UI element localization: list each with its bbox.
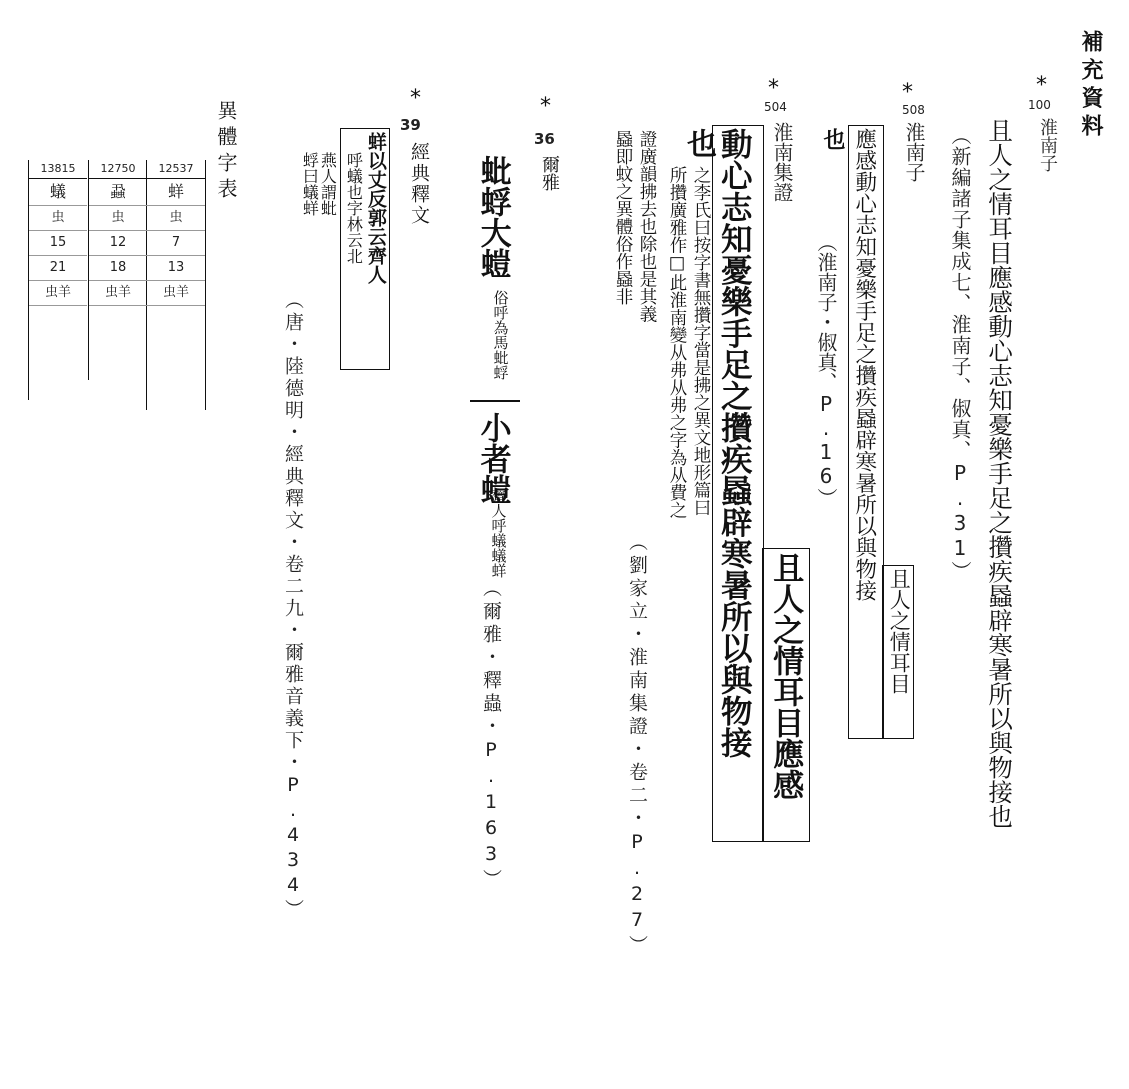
section-39-line-1b: 呼蟻也字林云北 (344, 152, 364, 264)
variant-total: 18 (89, 256, 147, 281)
section-504-note-2: 所攢廣雅作□此淮南變从弗从弗之字為从費之 (667, 166, 687, 519)
variant-strokes: 12 (89, 231, 147, 256)
section-100-mark: * (1036, 73, 1047, 98)
variant-id: 12537 (158, 162, 194, 175)
section-39-line-2b: 蜉曰蟻蛘 (300, 152, 320, 216)
section-36-line-1: 蚍蜉大螘 (474, 155, 511, 279)
section-36-number: 36 (534, 130, 555, 148)
section-36-underline (470, 400, 520, 402)
section-504-citation: （劉家立・淮南集證・卷二・P.27） (626, 532, 648, 958)
section-39-line-1: 蛘以丈反郭云齊人 (364, 132, 387, 284)
section-504-large-text-2: 動心志知憂樂手足之攢疾蟁辟寒暑所以與物接 (716, 128, 754, 758)
variant-strokes: 15 (29, 231, 87, 256)
variant-radical: 虫 (89, 206, 147, 231)
section-508-mark: * (902, 80, 913, 105)
variant-char: 蛘 (147, 178, 205, 206)
variant-ref: 虫羊 (89, 281, 147, 306)
section-508-citation: （淮南子・俶真、P.16） (814, 232, 838, 508)
variant-ref: 虫羊 (147, 281, 205, 306)
section-100-citation: （新編諸子集成七、淮南子、俶真、P.31） (948, 125, 972, 582)
section-508-tail: 也 (820, 128, 846, 150)
section-508-boxed-text-2: 應感動心志知憂樂手足之攢疾蟁辟寒暑所以與物接 (851, 128, 877, 601)
variant-char: 蟻 (29, 178, 87, 206)
section-39-number: 39 (400, 116, 421, 134)
section-504-note-4: 蟁即蚊之異體俗作蟁非 (613, 130, 633, 305)
page-title: 補充資料 (1078, 30, 1104, 142)
section-39-mark: * (410, 86, 421, 111)
variant-id: 12750 (100, 162, 136, 175)
section-36-line-1-note: 俗呼為馬蚍蜉 (491, 290, 510, 380)
variant-char: 蝨 (89, 178, 147, 206)
section-508-number: 508 (902, 103, 925, 117)
variant-radical: 虫 (147, 206, 205, 231)
variant-radical: 虫 (29, 206, 87, 231)
variant-table-title: 異體字表 (214, 100, 238, 204)
section-504-mark: * (768, 76, 779, 101)
variant-total: 21 (29, 256, 87, 281)
section-36-mark: * (540, 94, 551, 119)
section-504-large-text-1: 且人之情耳目應感 (767, 552, 804, 800)
section-504-note-1: 之李氏曰按字書無攢字當是拂之異文地形篇曰 (691, 166, 711, 516)
section-504-tail: 也 (681, 128, 716, 158)
section-508-book: 淮南子 (902, 122, 926, 182)
variant-id: 13815 (40, 162, 76, 175)
section-39-book: 經典釋文 (408, 142, 430, 226)
section-36-line-2: 小者螘 (474, 412, 511, 505)
section-504-note-3: 證廣韻拂去也除也是其義 (637, 130, 657, 323)
section-100-number: 100 (1028, 98, 1051, 112)
variant-column-2 (88, 160, 147, 380)
variant-strokes: 7 (147, 231, 205, 256)
section-504-book: 淮南集證 (770, 122, 794, 202)
variant-total: 13 (147, 256, 205, 281)
section-36-line-2-note: 齊人呼蟻蟻蛘 (489, 488, 508, 578)
variant-column-1 (146, 160, 206, 410)
section-508-boxed-text-1: 且人之情耳目 (887, 568, 912, 694)
section-100-text: 且人之情耳目應感動心志知憂樂手足之攢疾蟁辟寒暑所以與物接也 (985, 118, 1015, 829)
section-36-citation: （爾雅・釋蟲・P.163） (480, 578, 502, 892)
variant-column-3 (28, 160, 87, 400)
variant-ref: 虫羊 (29, 281, 87, 306)
section-39-line-2: 燕人謂蚍 (318, 152, 338, 216)
section-100-book: 淮南子 (1037, 118, 1058, 172)
section-504-number: 504 (764, 100, 787, 114)
section-36-book: 爾雅 (539, 155, 560, 191)
section-39-citation: （唐・陸德明・經典釋文・卷二九・爾雅音義下・P.434） (282, 290, 304, 921)
